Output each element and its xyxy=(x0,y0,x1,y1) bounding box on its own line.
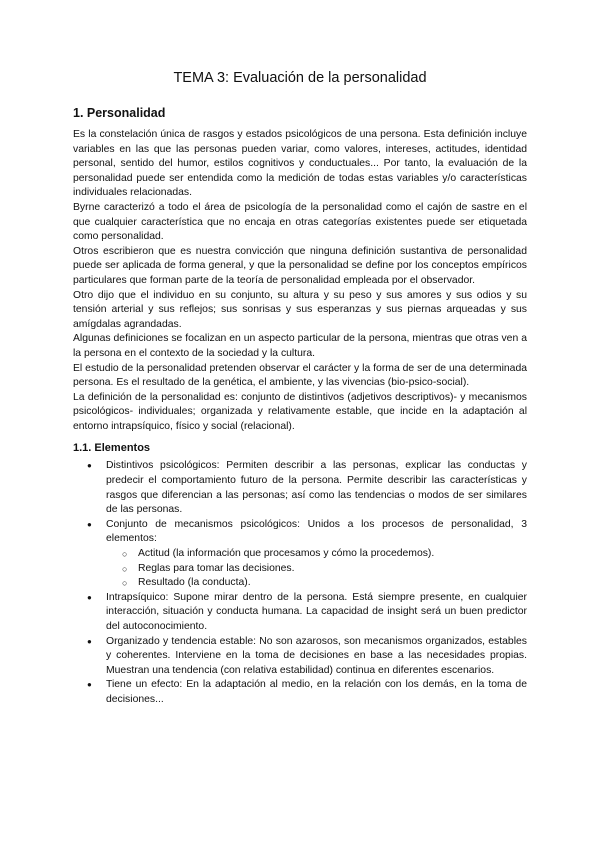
list-item xyxy=(100,518,527,591)
section-heading-personalidad: 1. Personalidad xyxy=(73,106,166,120)
paragraph: Byrne caracterizó a todo el área de psicología de la personalidad como el cajón de sastre en el que cualquier característica que no encaja en otras categorías existentes puede ser etiquetada como personalidad. xyxy=(73,201,527,243)
list-item: ● Organizado y tendencia estable: No son azarosos, son mecanismos organizados, estables y coherentes. Interviene en la toma de decisiones en base a las necesidades propias. Muestran una tendencia (con relativa estabilidad) continua en diferentes escenarios. xyxy=(100,635,527,679)
elements-list xyxy=(73,459,527,707)
sub-list-item: ○ Actitud (la información que procesamos y cómo la procedemos). xyxy=(136,547,527,562)
paragraph: El estudio de la personalidad pretenden observar el carácter y la forma de ser de una determinada persona. Es el resultado de la genética, el ambiente, y las vivencias (bio-psico-social). xyxy=(73,362,527,389)
list-item: ● Intrapsíquico: Supone mirar dentro de la persona. Está siempre presente, en cualquier interacción, situación y conducta humana. La capacidad de insight será un buen predictor del autoconocimiento. xyxy=(100,591,527,635)
paragraph: La definición de la personalidad es: conjunto de distintivos (adjetivos descriptivos)- y mecanismos psicológicos- individuales; organizada y relativamente estable, que incide en la adaptación al entorno intrapsíquico, físico y social (relacional). xyxy=(73,391,527,432)
sub-list-item: ○ Reglas para tomar las decisiones. xyxy=(136,562,527,577)
sub-list-item: ○ Resultado (la conducta). xyxy=(136,576,527,591)
paragraph: Otros escribieron que es nuestra convicción que ninguna definición sustantiva de personalidad puede ser aplicada de forma general, y que la personalidad se define por los conceptos empíricos particulares que forman parte de la teoría de personalidad empleada por el observador. xyxy=(73,245,527,286)
paragraph: Otro dijo que el individuo en su conjunto, su altura y su peso y sus amores y sus odios y su tensión arterial y sus reflejos; sus sonrisas y sus esperanzas y sus piernas arqueadas y sus amígdalas agrandadas. xyxy=(73,289,527,330)
subsection-heading-elementos: 1.1. Elementos xyxy=(73,442,151,455)
list-item: ● Tiene un efecto: En la adaptación al medio, en la relación con los demás, en la toma de decisiones... xyxy=(100,678,527,707)
page-title: TEMA 3: Evaluación de la personalidad xyxy=(173,70,427,86)
sub-list xyxy=(106,547,527,591)
paragraph: Es la constelación única de rasgos y estados psicológicos de una persona. Esta definición incluye variables en las que las personas pueden variar, como valores, intereses, actitudes, identidad personal, sentido del humor, estilos cognitivos y conductuales... Por tanto, la evaluación de la personalidad puede ser entendida como la medición de todas estas variables y/o características individuales relacionadas. xyxy=(73,129,527,199)
section-body-personalidad xyxy=(73,128,527,434)
list-item-text: Conjunto de mecanismos psicológicos: Unidos a los procesos de personalidad, 3 elementos: xyxy=(106,518,527,545)
list-item: ● Distintivos psicológicos: Permiten describir a las personas, explicar las conductas y predecir el comportamiento futuro de la persona. Permite describir las características y rasgos que diferencian a las personas; así como las tendencias o modos de ser similares de las personas. xyxy=(100,459,527,517)
paragraph: Algunas definiciones se focalizan en un aspecto particular de la persona, mientras que otras ven a la persona en el contexto de la sociedad y la cultura. xyxy=(73,333,527,359)
